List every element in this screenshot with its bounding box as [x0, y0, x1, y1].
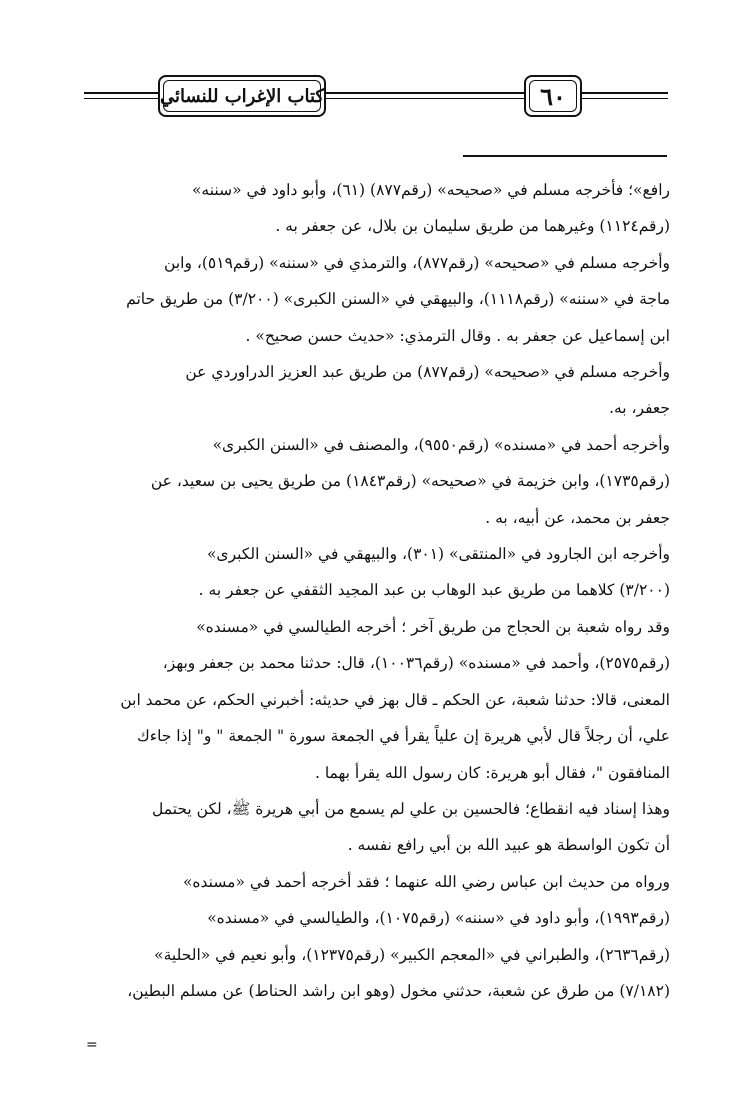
text-line: وأخرجه مسلم في «صحيحه» (رقم٨٧٧) من طريق عبد العزيز الدراوردي عن [185, 363, 670, 382]
text-line: (٣/٢٠٠) كلاهما من طريق عبد الوهاب بن عبد المجيد الثقفي عن جعفر به . [198, 581, 670, 600]
page-number-text: ٦٠ [540, 81, 566, 111]
footnote-separator-rule [463, 155, 667, 157]
text-line: (رقم٢٦٣٦)، والطبراني في «المعجم الكبير» (رقم١٢٣٧٥)، وأبو نعيم في «الحلية» [154, 945, 670, 964]
page-number [524, 75, 582, 117]
header-rule-right-top [582, 92, 668, 94]
header-rule-left-bottom [84, 98, 158, 99]
text-line: رافع»؛ فأخرجه مسلم في «صحيحه» (رقم٨٧٧) (٦١)، وأبو داود في «سننه» [191, 181, 670, 199]
text-line: وأخرجه أحمد في «مسنده» (رقم٩٥٥٠)، والمصنف في «السنن الكبرى» [212, 435, 670, 454]
running-header [0, 62, 749, 132]
text-line: (رقم٢٥٧٥)، وأحمد في «مسنده» (رقم١٠٠٣٦)، قال: حدثنا محمد بن جعفر وبهز، [162, 654, 670, 673]
text-line: وقد رواه شعبة بن الحجاج من طريق آخر ؛ أخرجه الطيالسي في «مسنده» [196, 617, 670, 636]
book-title [158, 75, 326, 117]
text-line: ورواه من حديث ابن عباس رضي الله عنهما ؛ فقد أخرجه أحمد في «مسنده» [182, 872, 670, 891]
book-title-text: كتاب الإغراب للنسائي [160, 85, 324, 107]
continuation-mark: = [86, 1037, 98, 1053]
text-line: (رقم١٧٣٥)، وابن خزيمة في «صحيحه» (رقم١٨٤٣) من طريق يحيى بن سعيد، عن [150, 472, 670, 491]
text-line: وأخرجه مسلم في «صحيحه» (رقم٨٧٧)، والترمذي في «سننه» (رقم٥١٩)، وابن [164, 253, 670, 272]
text-line: وهذا إسناد فيه انقطاع؛ فالحسين بن علي لم يسمع من أبي هريرة ﷺ، لكن يحتمل [152, 799, 670, 818]
text-line: وأخرجه ابن الجارود في «المنتقى» (٣٠١)، والبيهقي في «السنن الكبرى» [206, 545, 670, 564]
page-text [72, 172, 670, 1009]
text-line: أن تكون الواسطة هو عبيد الله بن أبي رافع نفسه . [347, 836, 670, 855]
header-rule-middle-top [326, 92, 524, 94]
header-rule-right-bottom [582, 98, 668, 99]
text-line: علي، أن رجلاً قال لأبي هريرة إن علياً يقرأ في الجمعة سورة " الجمعة " و" إذا جاءك [137, 727, 670, 746]
header-rule-left-top [84, 92, 158, 94]
text-line: (رقم١١٢٤) وغيرهما من طريق سليمان بن بلال، عن جعفر به . [275, 217, 670, 236]
text-line: المنافقون "، فقال أبو هريرة: كان رسول الله يقرأ بهما . [314, 763, 670, 782]
header-rule-middle-bottom [326, 98, 524, 99]
text-line: المعنى، قالا: حدثنا شعبة، عن الحكم ـ قال بهز في حديثه: أخبرني الحكم، عن محمد ابن [120, 690, 670, 709]
text-line: جعفر بن محمد، عن أبيه، به . [485, 508, 670, 527]
text-line: جعفر، به. [609, 399, 670, 418]
text-line: (٧/١٨٢) من طرق عن شعبة، حدثني مخول (وهو ابن راشد الحناط) عن مسلم البطين، [127, 981, 670, 1000]
text-line: (رقم١٩٩٣)، وأبو داود في «سننه» (رقم١٠٧٥)، والطيالسي في «مسنده» [207, 909, 670, 928]
text-line: ابن إسماعيل عن جعفر به . وقال الترمذي: «حديث حسن صحيح» . [245, 326, 670, 345]
text-line: ماجة في «سننه» (رقم١١١٨)، والبيهقي في «السنن الكبرى» (٣/٢٠٠) من طريق حاتم [126, 290, 670, 309]
